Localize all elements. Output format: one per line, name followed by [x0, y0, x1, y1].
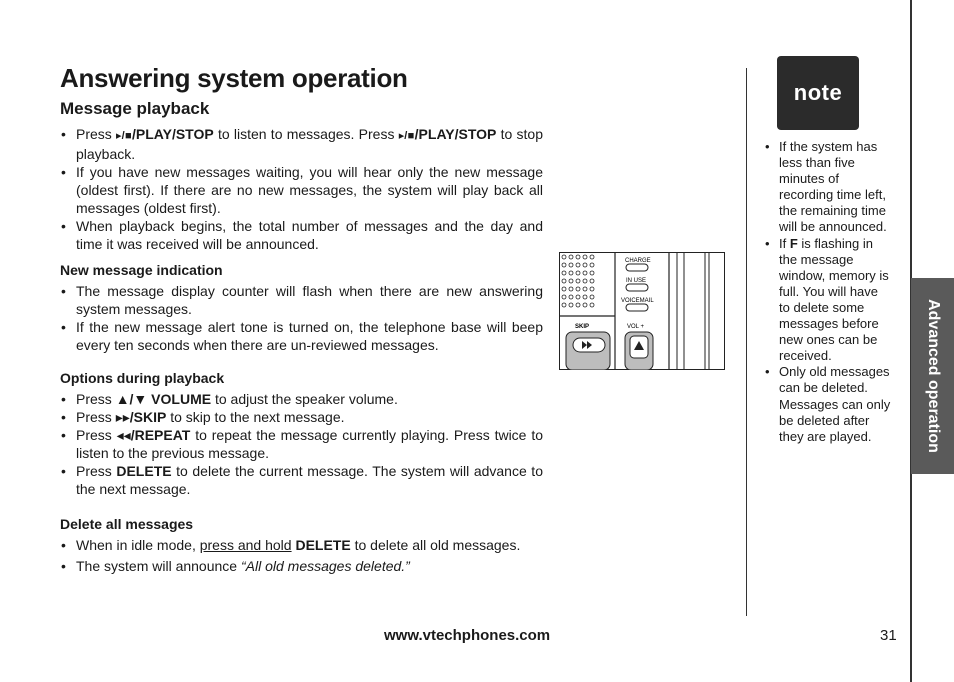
- list-item: [60, 125, 543, 163]
- text: press and hold: [199, 537, 292, 553]
- key-label: /PLAY/STOP: [132, 126, 214, 142]
- voicemail-light: [626, 304, 648, 311]
- list-item: • Only old messages can be deleted. Messages can only be deleted after they are played.: [764, 364, 892, 444]
- list-item: • The message display counter will flash when there are new answering system messages.: [60, 282, 543, 318]
- delete-all-section: [60, 515, 543, 575]
- text: The system will announce: [76, 558, 241, 574]
- new-message-section: [60, 261, 543, 354]
- list-item: [764, 236, 892, 365]
- charge-label: CHARGE: [625, 258, 651, 264]
- play-stop-icon: ▸/■: [398, 130, 415, 142]
- list-item: • If you have new messages waiting, you will hear only the new message (oldest first). If there are no new messages, the system will play back all messages (oldest first).: [60, 163, 543, 217]
- telephone-base-illustration: [559, 252, 725, 370]
- text: Press: [76, 463, 117, 479]
- text: to delete the current message. The system will advance to the next message.: [76, 463, 543, 497]
- side-tab-label: Advanced operation: [924, 299, 942, 453]
- text: to skip to the next message.: [166, 409, 345, 425]
- list-item: • When playback begins, the total number of messages and the day and time it was received will be announced.: [60, 217, 543, 253]
- text: to stop playback.: [76, 126, 544, 162]
- section-title: Message playback: [60, 99, 210, 118]
- text: Press: [76, 391, 116, 407]
- list-item: [60, 408, 543, 426]
- list-item: [60, 426, 543, 462]
- list-item: [60, 390, 543, 408]
- subheading: Options during playback: [60, 370, 225, 386]
- page-title: Answering system operation: [60, 63, 408, 93]
- list-item: [60, 557, 543, 575]
- key-label: DELETE: [295, 537, 351, 553]
- text: Press: [76, 409, 116, 425]
- text: When in idle mode,: [76, 537, 200, 553]
- column-divider: [746, 68, 747, 616]
- playback-section: [60, 125, 543, 253]
- in-use-label: IN USE: [626, 278, 647, 284]
- text: Press: [76, 126, 117, 142]
- text: to repeat the message currently playing. Press twice to listen to the previous message.: [76, 427, 543, 461]
- text: is flashing in the message window, memory is full. You will have to delete some messages before new ones can be received.: [779, 235, 889, 364]
- note-badge: note: [777, 56, 859, 130]
- list-item: [60, 462, 543, 498]
- footer-url: www.vtechphones.com: [384, 627, 551, 644]
- key-label: /PLAY/STOP: [414, 126, 497, 142]
- list-item: [60, 536, 543, 554]
- key-label: F: [789, 235, 798, 251]
- text: Press: [76, 427, 117, 443]
- charge-light: [626, 264, 648, 271]
- key-label: ▲/▼ VOLUME: [115, 391, 212, 407]
- text: to listen to messages. Press: [213, 126, 399, 142]
- text: to delete all old messages.: [350, 537, 521, 553]
- key-label: DELETE: [116, 463, 172, 479]
- note-section: [764, 139, 892, 445]
- page-number: 31: [880, 627, 897, 644]
- skip-label: SKIP: [575, 324, 590, 330]
- volume-label: VOL +: [627, 324, 644, 330]
- text: If: [779, 235, 790, 251]
- subheading: New message indication: [60, 262, 223, 278]
- list-item: • If the system has less than five minutes of recording time left, the remaining time will be announced.: [764, 139, 892, 236]
- subheading: Delete all messages: [60, 516, 194, 532]
- key-label: ◂◂/REPEAT: [116, 427, 191, 443]
- key-label: ▸▸/SKIP: [115, 409, 167, 425]
- in-use-light: [626, 284, 648, 291]
- announcement-text: “All old messages deleted.”: [240, 558, 410, 574]
- play-stop-icon: ▸/■: [116, 130, 132, 142]
- voicemail-label: VOICEMAIL: [621, 298, 654, 304]
- list-item: • If the new message alert tone is turned on, the telephone base will beep every ten seconds when there are un-reviewed messages.: [60, 318, 543, 354]
- options-section: [60, 369, 543, 498]
- side-tab: [911, 278, 954, 474]
- text: to adjust the speaker volume.: [211, 391, 398, 407]
